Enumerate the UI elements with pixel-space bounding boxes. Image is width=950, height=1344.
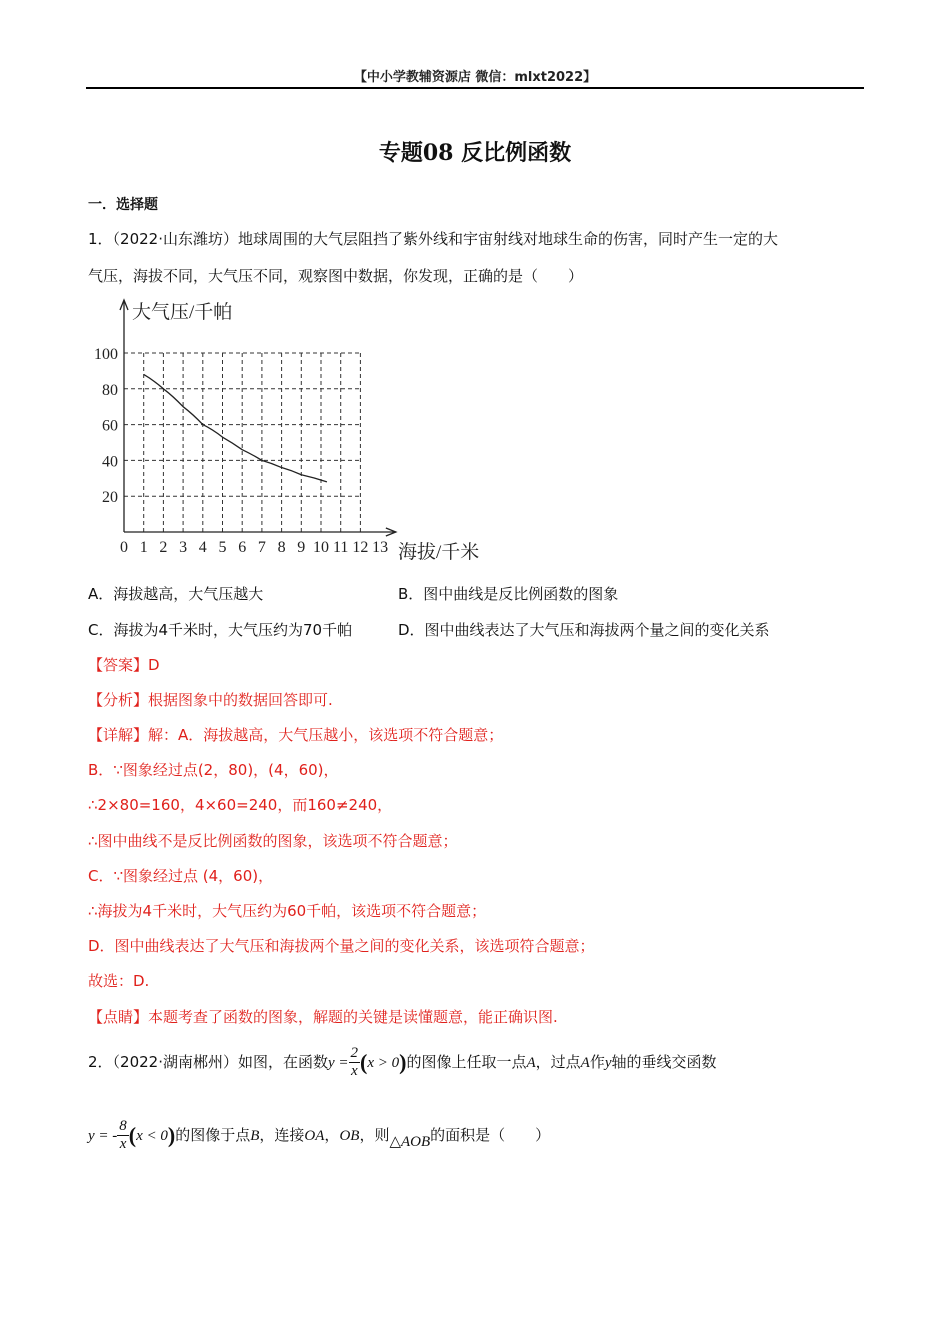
segment-oa: OA [304,1128,325,1144]
triangle-aob: △AOB [389,1134,431,1150]
detail-line: ∴2×80=160，4×60=240，而160≠240， [88,796,393,814]
fraction-8-over-x [117,1118,129,1153]
chart-x-axis-label: 海拔/千米 [398,542,480,563]
fraction-numerator: 8 [119,1118,127,1134]
detail-line: 故选：D. [88,972,150,990]
question-1-line-2: 气压，海拔不同，大气压不同，观察图中数据，你发现，正确的是（ ） [88,267,584,285]
option-a: A．海拔越高，大气压越大 [88,585,264,603]
function-1-lhs: y = [328,1055,349,1071]
y-tick-label: 80 [102,381,118,399]
chart-grid [124,353,360,532]
header-rule [86,87,864,89]
x-tick-label: 2 [159,539,168,556]
detail-line: ∴海拔为4千米时，大气压约为60千帕，该选项不符合题意； [88,902,487,920]
comment: 【点睛】本题考查了函数的图象，解题的关键是读懂题意，能正确识图. [88,1008,558,1026]
y-tick-label: 100 [94,346,118,363]
detail-line: D．图中曲线表达了大气压和海拔两个量之间的变化关系，该选项符合题意； [88,937,595,955]
x-tick-label: 0 [120,539,128,556]
y-tick-label: 40 [102,453,118,471]
question-2-source: （2022·湖南郴州）如图，在函数 [112,1053,328,1071]
fraction-denominator: x [119,1136,127,1152]
x-tick-label: 10 [313,539,329,556]
fraction-2-over-x [349,1045,361,1080]
page-header: 【中小学教辅资源店 微信：mlxt2022】 [353,70,597,85]
question-2-text: ， [324,1126,340,1144]
fraction-denominator: x [350,1063,358,1079]
question-1-number: 1． [88,230,113,248]
question-2-text: 的图像上任取一点 [406,1053,527,1071]
question-1-text-1: （2022·山东潍坊）地球周围的大气层阻挡了紫外线和宇宙射线对地球生命的伤害，同时产生一定的大 [112,230,778,248]
detail-line: 【详解】解：A．海拔越高，大气压越小，该选项不符合题意； [88,726,504,744]
point-a: A [580,1055,590,1071]
question-1-line-1 [88,229,778,249]
section-heading: 一．选择题 [88,197,158,213]
question-2-text: ，连接 [259,1126,305,1144]
pressure-altitude-chart [86,296,496,568]
x-tick-label: 11 [332,539,349,556]
question-2-text: 作 [589,1053,605,1071]
x-tick-label: 3 [179,539,188,556]
question-2-number: 2． [88,1053,113,1071]
x-tick-label: 1 [139,539,148,556]
segment-ob: OB [339,1128,360,1144]
question-2-line-1: 2．（2022·湖南郴州）如图，在函数y = $\frac{2}{x}$ (x > 0)的图像上任取一点A，过点A作y轴的垂线交函数 [88,1045,717,1079]
page-title: 专题08 反比例函数 [378,140,572,166]
x-tick-label: 9 [297,539,306,556]
option-c: C．海拔为4千米时，大气压约为70千帕 [88,621,353,639]
question-2-text: 的图像于点 [175,1126,251,1144]
question-2-text: 轴的垂线交函数 [611,1053,717,1071]
pressure-curve [144,374,327,481]
chart-y-axis-label: 大气压/千帕 [132,302,233,323]
x-tick-label: 6 [238,539,247,556]
x-tick-label: 8 [277,539,286,556]
y-variable: y [604,1055,612,1071]
y-tick-label: 20 [102,489,118,507]
detail-line: C．∵图象经过点 (4，60)， [88,867,274,885]
y-tick-label: 60 [102,417,118,435]
x-tick-label: 7 [257,539,266,556]
option-d: D．图中曲线表达了大气压和海拔两个量之间的变化关系 [398,621,770,639]
function-2-condition: x < 0 [136,1128,168,1144]
analysis: 【分析】根据图象中的数据回答即可. [88,691,333,709]
question-2-text: 的面积是（ ） [430,1126,551,1144]
chart-y-ticks [94,346,118,506]
option-b: B．图中曲线是反比例函数的图象 [398,585,619,603]
function-1-condition: x > 0 [367,1055,400,1071]
chart-axes [120,300,396,536]
question-2-line-2: y = - $\frac{8}{x}$ (x < 0)的图像于点B，连接OA，OB，则△AOB的面积是（ ） [88,1118,551,1152]
x-tick-label: 13 [372,539,389,556]
detail-line: ∴图中曲线不是反比例函数的图象，该选项不符合题意； [88,832,458,850]
point-a: A [526,1055,536,1071]
fraction-numerator: 2 [350,1045,359,1061]
question-2-text: ，则 [359,1126,390,1144]
function-2-lhs: y = - [88,1128,118,1144]
x-tick-label: 5 [218,539,227,556]
point-b: B [250,1128,260,1144]
x-tick-label: 12 [352,539,369,556]
question-2-text: ，过点 [535,1053,581,1071]
chart-x-ticks [120,539,388,556]
x-tick-label: 4 [198,539,207,556]
answer: 【答案】D [88,656,160,674]
detail-line: B．∵图象经过点(2，80)，(4，60)， [88,761,339,779]
